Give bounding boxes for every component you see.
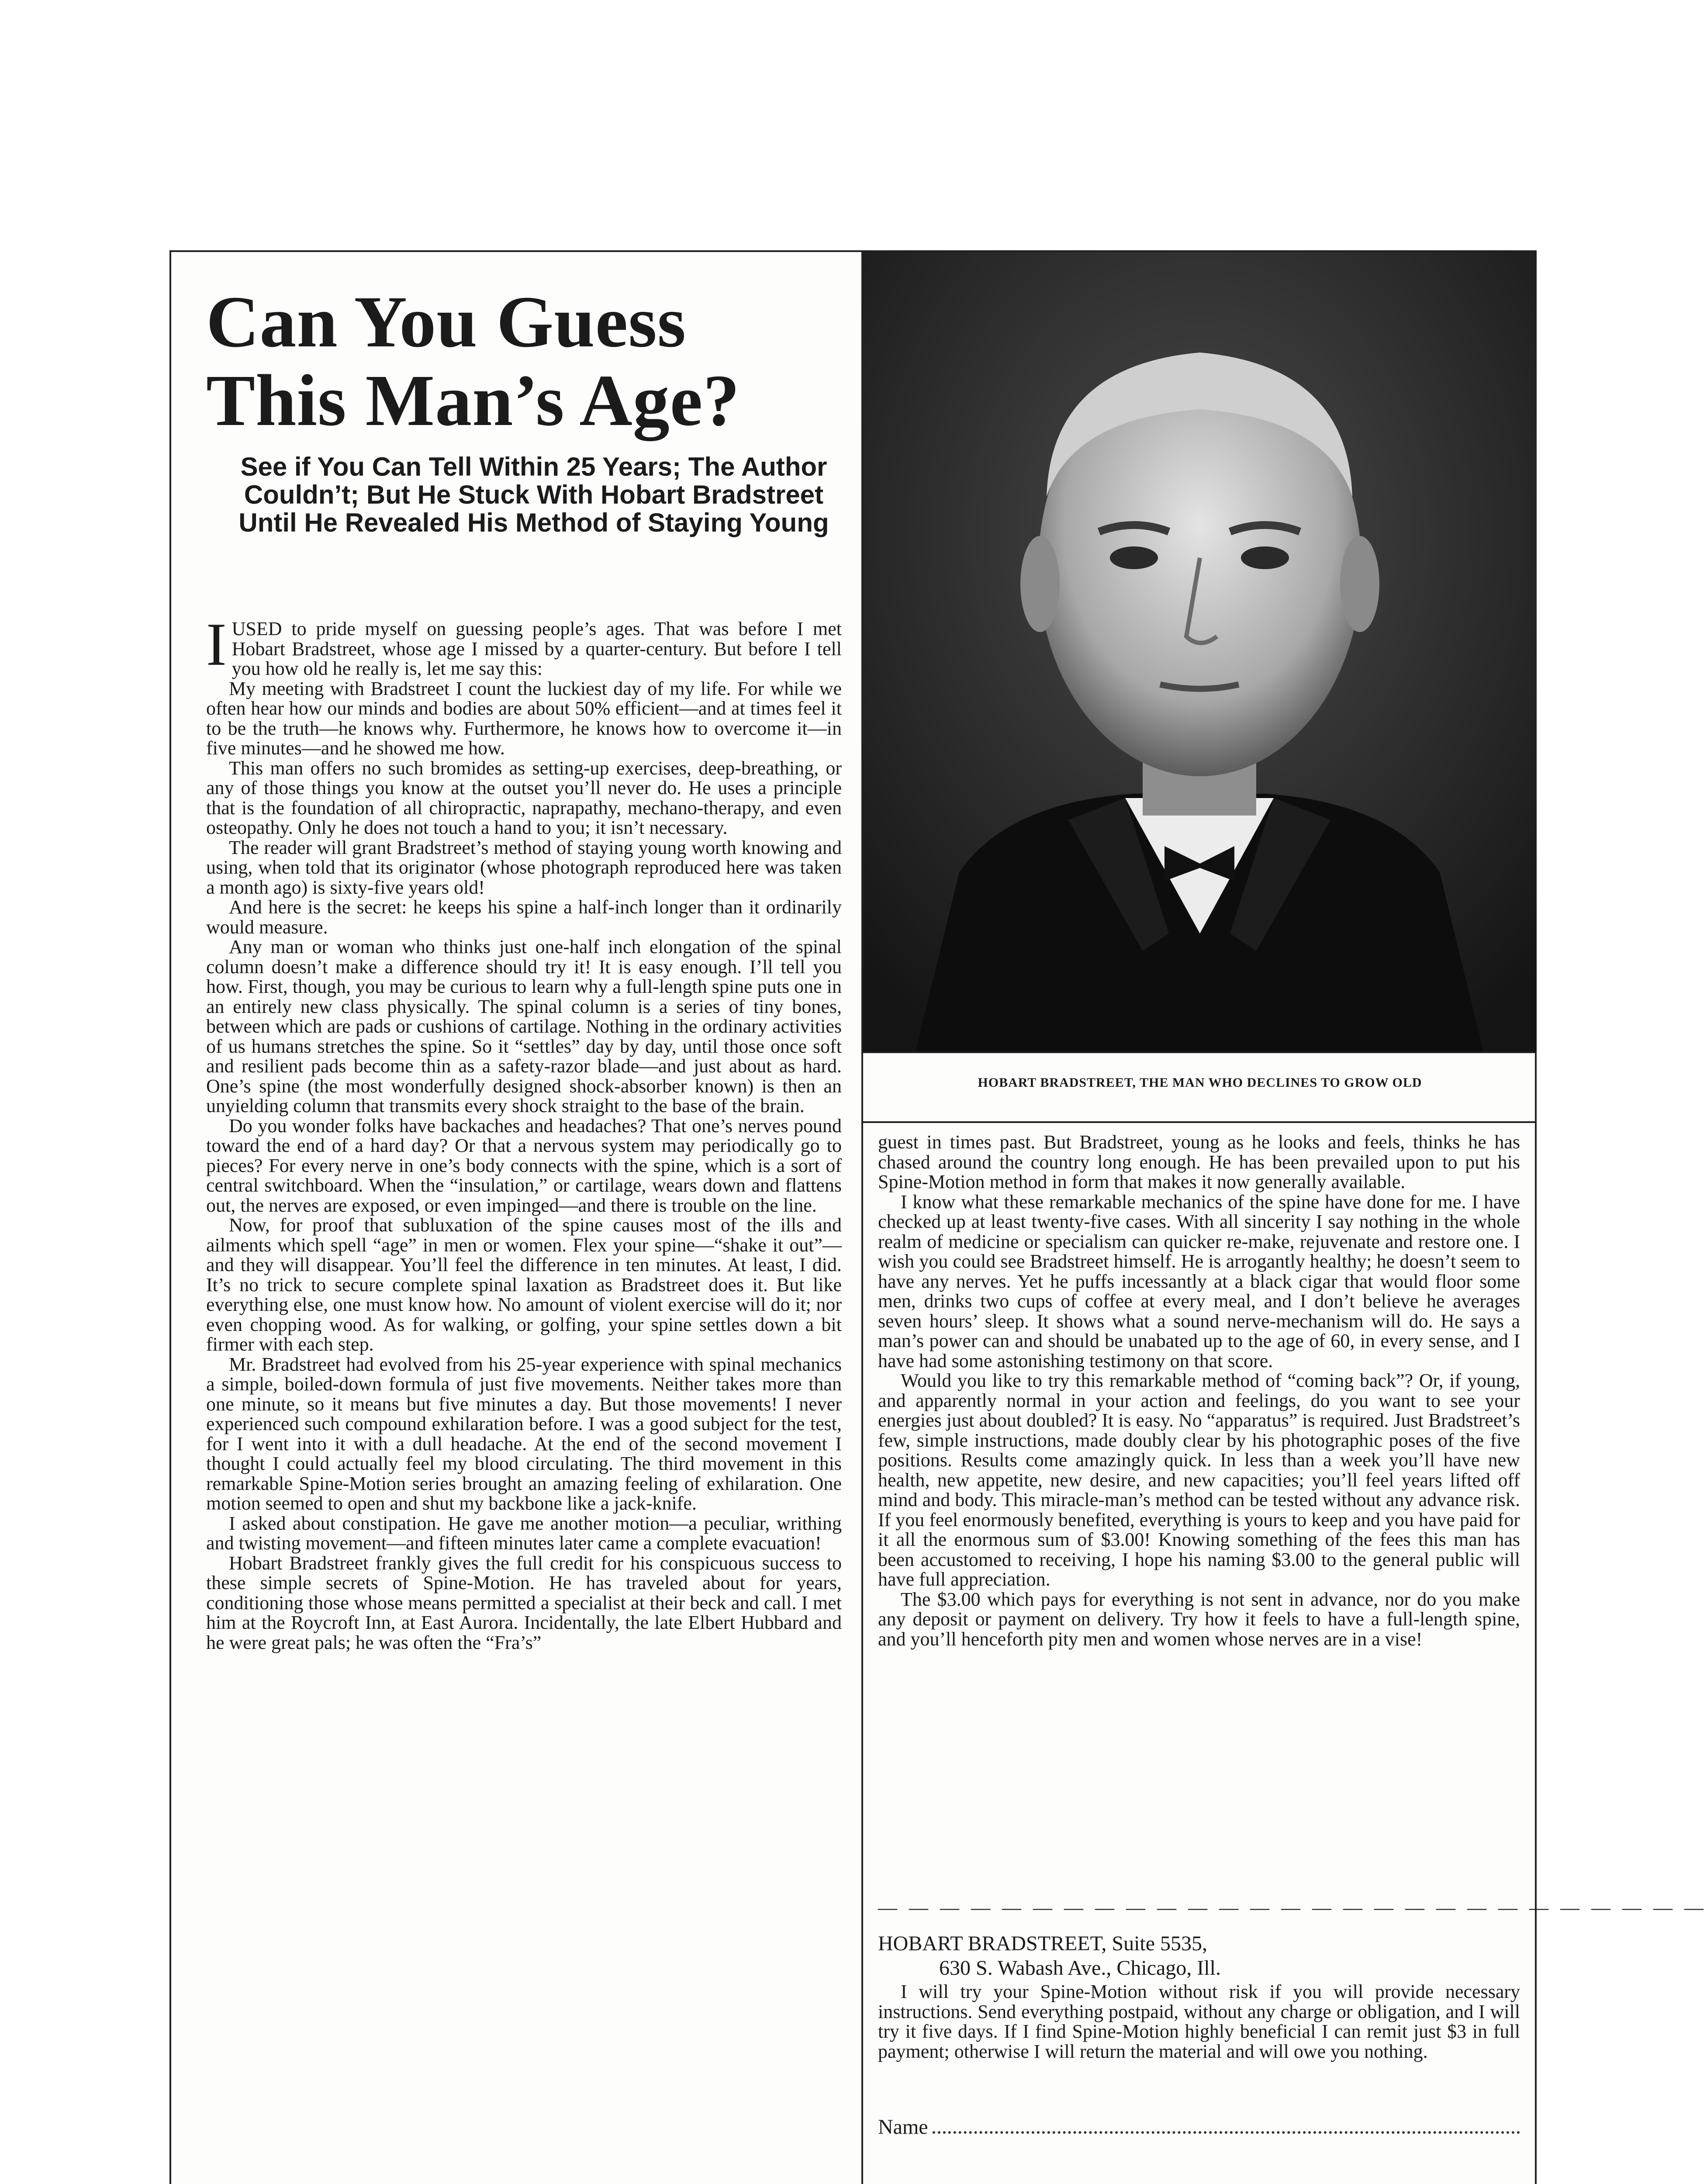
article-paragraph: Do you wonder folks have backaches and headaches? That one’s nerves pound toward the end of a hard day? Or that a nervous system may periodically go to pieces? For every nerve in one’s body connects with the spine, which is a sort of central switchboard. When the “insulation,” or cartilage, wears down and flattens out, the nerves are exposed, or even impinged—and there is trouble on the line.: [206, 1115, 842, 1216]
photo-caption: HOBART BRADSTREET, THE MAN WHO DECLINES TO GROW OLD: [978, 1075, 1422, 1090]
article-paragraph: guest in times past. But Bradstreet, young as he looks and feels, thinks he has chased around the country long enough. He has been prevailed upon to put his Spine-Motion method in form that makes it now generally available.: [878, 1131, 1520, 1192]
article-right-column: [878, 1132, 1520, 1875]
coupon-text: [878, 1982, 1520, 2061]
subheadline: See if You Can Tell Within 25 Years; The Author Couldn’t; But He Stuck With Hobart Bradstreet Until He Revealed His Method of Staying Young: [238, 452, 829, 537]
article-paragraph: Hobart Bradstreet frankly gives the full credit for his conspicuous success to these simple secrets of Spine-Motion. He has traveled about for years, conditioning those whose means permitted a specialist at their beck and call. I met him at the Roycroft Inn, at East Aurora. Incidentally, the late Elbert Hubbard and he were great pals; he was often the “Fra’s”: [206, 1552, 842, 1653]
article-paragraph: IUSED to pride myself on guessing people’s ages. That was before I met Hobart Bradstreet, whose age I missed by a quarter-century. But before I tell you how old he really is, let me say this:: [206, 611, 842, 679]
article-paragraph: Now, for proof that subluxation of the spine causes most of the ills and ailments which spell “age” in men or women. Flex your spine—“shake it out”—and they will disappear. You’ll feel the difference in ten minutes. At least, I did. It’s no trick to secure complete spinal laxation as Bradstreet does it. But like everything else, one must know how. No amount of violent exercise will do it; nor even chopping wood. As for walking, or golfing, your spine settles down a bit firmer with each step.: [206, 1214, 842, 1355]
portrait-image: [863, 252, 1537, 1051]
caption-divider: [863, 1121, 1537, 1123]
photo-divider: [863, 1051, 1537, 1053]
name-field[interactable]: [878, 2113, 1520, 2139]
article-left-column: [206, 611, 842, 2184]
article-paragraph: My meeting with Bradstreet I count the luckiest day of my life. For while we often hear how our minds and bodies are about 50% efficient—and at times feel it to be the truth—he knows why. Furthermore, he knows how to overcome it—in five minutes—and he showed me how.: [206, 677, 842, 759]
name-label: Name: [878, 2115, 928, 2139]
coupon-paragraph: I will try your Spine-Motion without risk if you will provide necessary instructions. Send everything postpaid, without any charge or obligation, and I will try it five days. If I find Spine-Motion highly beneficial I can remit just $3 in full payment; otherwise I will return the material and will owe you nothing.: [878, 1981, 1520, 2062]
name-line[interactable]: [933, 2129, 1520, 2134]
headline-line-1: Can You Guess: [206, 281, 687, 363]
drop-cap: I: [206, 611, 227, 678]
article-paragraph: Would you like to try this remarkable method of “coming back”? Or, if young, and apparently normal in your action and feelings, do you want to see your energies just about doubled? It is easy. No “apparatus” is required. Just Bradstreet’s few, simple instructions, made doubly clear by his photographic poses of the five positions. Results come amazingly quick. In less than a week you’ll have new health, new appetite, new desire, and new capacities; you’ll feel years lifted off mind and body. This miracle-man’s method can be tested without any advance risk. If you feel enormously benefited, everything is yours to keep and you have paid for it all the enormous sum of $3.00! Knowing something of the fees this man has been accustomed to receiving, I hope his naming $3.00 to the general public will have full appreciation.: [878, 1370, 1520, 1590]
coupon-header: [878, 1932, 1520, 1980]
article-paragraph: The $3.00 which pays for everything is not sent in advance, nor do you make any deposit or payment on delivery. Try how it feels to have a full-length spine, and you’ll henceforth pity men and women whose nerves are in a vise!: [878, 1588, 1520, 1650]
article-paragraph: And here is the secret: he keeps his spine a half-inch longer than it ordinarily would measure.: [206, 896, 842, 938]
coupon-cut-line: — — — — — — — — — — — — — — — — — — — — — — — — — — —: [878, 1897, 1707, 1918]
advertisement-frame: [169, 250, 1707, 2184]
portrait-photo: [863, 252, 1537, 1051]
article-paragraph: The reader will grant Bradstreet’s method of staying young worth knowing and using, when told that its originator (whose photograph reproduced here was taken a month ago) is sixty-five years old!: [206, 836, 842, 898]
coupon-address: 630 S. Wabash Ave., Chicago, Ill.: [939, 1956, 1221, 1980]
headline: [206, 283, 844, 440]
article-paragraph: I asked about constipation. He gave me another motion—a peculiar, writhing and twisting movement—and fifteen minutes later came a complete evacuation!: [206, 1512, 842, 1554]
headline-line-2: This Man’s Age?: [206, 360, 740, 441]
article-paragraph: I know what these remarkable mechanics of the spine have done for me. I have checked up at least twenty-five cases. With all sincerity I say nothing in the whole realm of medicine or specialism can quicker re-make, rejuvenate and restore one. I wish you could see Bradstreet himself. He is arrogantly healthy; he doesn’t seem to have any nerves. Yet he puffs incessantly at a black cigar that would floor some men, drinks two cups of coffee at every meal, and I don’t believe he averages seven hours’ sleep. It shows what a sound nerve-mechanism will do. He says a man’s power can and should be unabated up to the age of 60, in every sense, and I have had some astonishing testimony on that score.: [878, 1191, 1520, 1372]
article-paragraph: Mr. Bradstreet had evolved from his 25-year experience with spinal mechanics a simple, boiled-down formula of just five movements. Neither takes more than one minute, so it means but five minutes a day. But those movements! I never experienced such compound exhilaration before. I was a good subject for the test, for I went into it with a dull headache. At the end of the second movement I thought I could actually feel my blood circulating. The third movement in this remarkable Spine-Motion series brought an amazing feeling of exhilaration. One motion seemed to open and shut my backbone like a jack-knife.: [206, 1353, 842, 1514]
article-paragraph: Any man or woman who thinks just one-half inch elongation of the spinal column doesn’t make a difference should try it! It is easy enough. I’ll tell you how. First, though, you may be curious to learn why a full-length spine puts one in an entirely new class physically. The spinal column is a series of tiny bones, between which are pads or cushions of cartilage. Nothing in the ordinary activities of us humans stretches the spine. So it “settles” day by day, until those once soft and resilient pads become thin as a safety-razor blade—and just about as hard. One’s spine (the most wonderfully designed shock-absorber known) is then an unyielding column that transmits every shock straight to the base of the brain.: [206, 936, 842, 1116]
coupon-company: HOBART BRADSTREET, Suite 5535,: [878, 1932, 1208, 1955]
article-paragraph: This man offers no such bromides as setting-up exercises, deep-breathing, or any of those things you know at the outset you’ll never do. He uses a principle that is the foundation of all chiropractic, naprapathy, mechano-therapy, and even osteopathy. Only he does not touch a hand to you; it isn’t necessary.: [206, 757, 842, 838]
